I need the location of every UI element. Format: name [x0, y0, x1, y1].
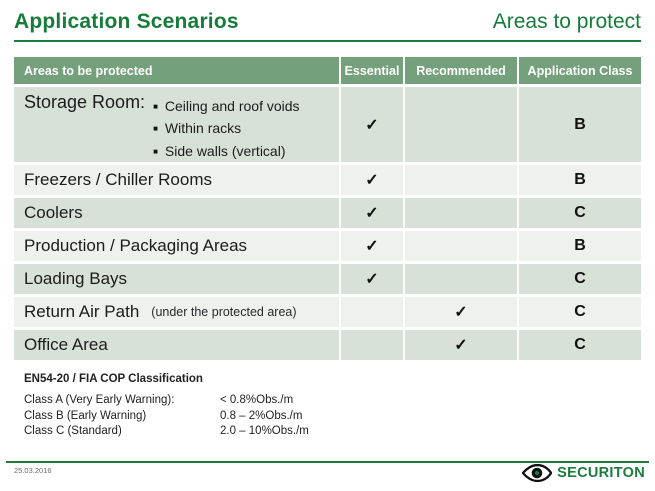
area-label: Office Area — [24, 335, 108, 354]
bullet-item: ■ Within racks — [153, 117, 299, 139]
class-c-value: 2.0 – 10%Obs./m — [220, 425, 309, 437]
essential-mark: ✓ — [341, 264, 403, 294]
area-label: Storage Room: — [24, 92, 146, 112]
area-cell — [14, 297, 339, 327]
footer-divider — [6, 461, 649, 463]
recommended-mark — [405, 264, 517, 294]
essential-mark: ✓ — [341, 87, 403, 162]
column-header: Essential — [341, 57, 403, 84]
recommended-mark — [405, 198, 517, 228]
essential-mark: ✓ — [341, 231, 403, 261]
classification-heading: EN54-20 / FIA COP Classification — [24, 373, 203, 385]
area-cell — [14, 87, 339, 162]
essential-mark — [341, 330, 403, 360]
application-class: B — [519, 87, 641, 162]
page-subtitle: Areas to protect — [492, 10, 641, 33]
slide-header — [14, 10, 641, 34]
page-title: Application Scenarios — [14, 10, 239, 33]
application-class: C — [519, 264, 641, 294]
class-b-label: Class B (Early Warning) — [24, 409, 147, 422]
title-divider — [14, 40, 641, 42]
logo-text: SECURITON — [557, 465, 645, 481]
class-a-label: Class A (Very Early Warning): — [24, 394, 175, 406]
area-label: Production / Packaging Areas — [24, 236, 248, 255]
application-class: C — [519, 297, 641, 327]
area-cell — [14, 165, 339, 195]
recommended-mark — [405, 165, 517, 195]
area-cell — [14, 264, 339, 294]
application-class: C — [519, 330, 641, 360]
application-class: B — [519, 231, 641, 261]
essential-mark: ✓ — [341, 198, 403, 228]
area-label: Coolers — [24, 203, 83, 222]
classification-entry — [24, 424, 641, 440]
scenarios-table — [14, 57, 641, 360]
essential-mark — [341, 297, 403, 327]
bullet-item: ■ Ceiling and roof voids — [153, 95, 299, 117]
recommended-mark: ✓ — [405, 330, 517, 360]
area-label: Return Air Path — [24, 302, 140, 321]
class-a-value: < 0.8%Obs./m — [220, 394, 294, 406]
area-bullets — [153, 92, 299, 162]
eye-icon — [522, 464, 552, 482]
column-header: Areas to be protected — [14, 57, 339, 84]
bullet-item: ■ Side walls (vertical) — [153, 140, 299, 162]
classification-entry — [24, 409, 641, 425]
essential-mark: ✓ — [341, 165, 403, 195]
area-cell — [14, 198, 339, 228]
recommended-mark — [405, 87, 517, 162]
column-header: Application Class — [519, 57, 641, 84]
classification-entry — [24, 393, 641, 409]
area-cell — [14, 231, 339, 261]
area-note: (under the protected area) — [151, 305, 297, 319]
securiton-logo — [522, 464, 645, 482]
footer-date: 25.03.2016 — [14, 466, 52, 475]
area-label: Freezers / Chiller Rooms — [24, 170, 212, 189]
classification-block — [14, 373, 641, 440]
application-class: C — [519, 198, 641, 228]
column-header: Recommended — [405, 57, 517, 84]
application-class: B — [519, 165, 641, 195]
recommended-mark: ✓ — [405, 297, 517, 327]
class-c-label: Class C (Standard) — [24, 425, 122, 437]
recommended-mark — [405, 231, 517, 261]
area-label: Loading Bays — [24, 269, 128, 288]
area-cell — [14, 330, 339, 360]
class-b-value: 0.8 – 2%Obs./m — [220, 409, 303, 422]
